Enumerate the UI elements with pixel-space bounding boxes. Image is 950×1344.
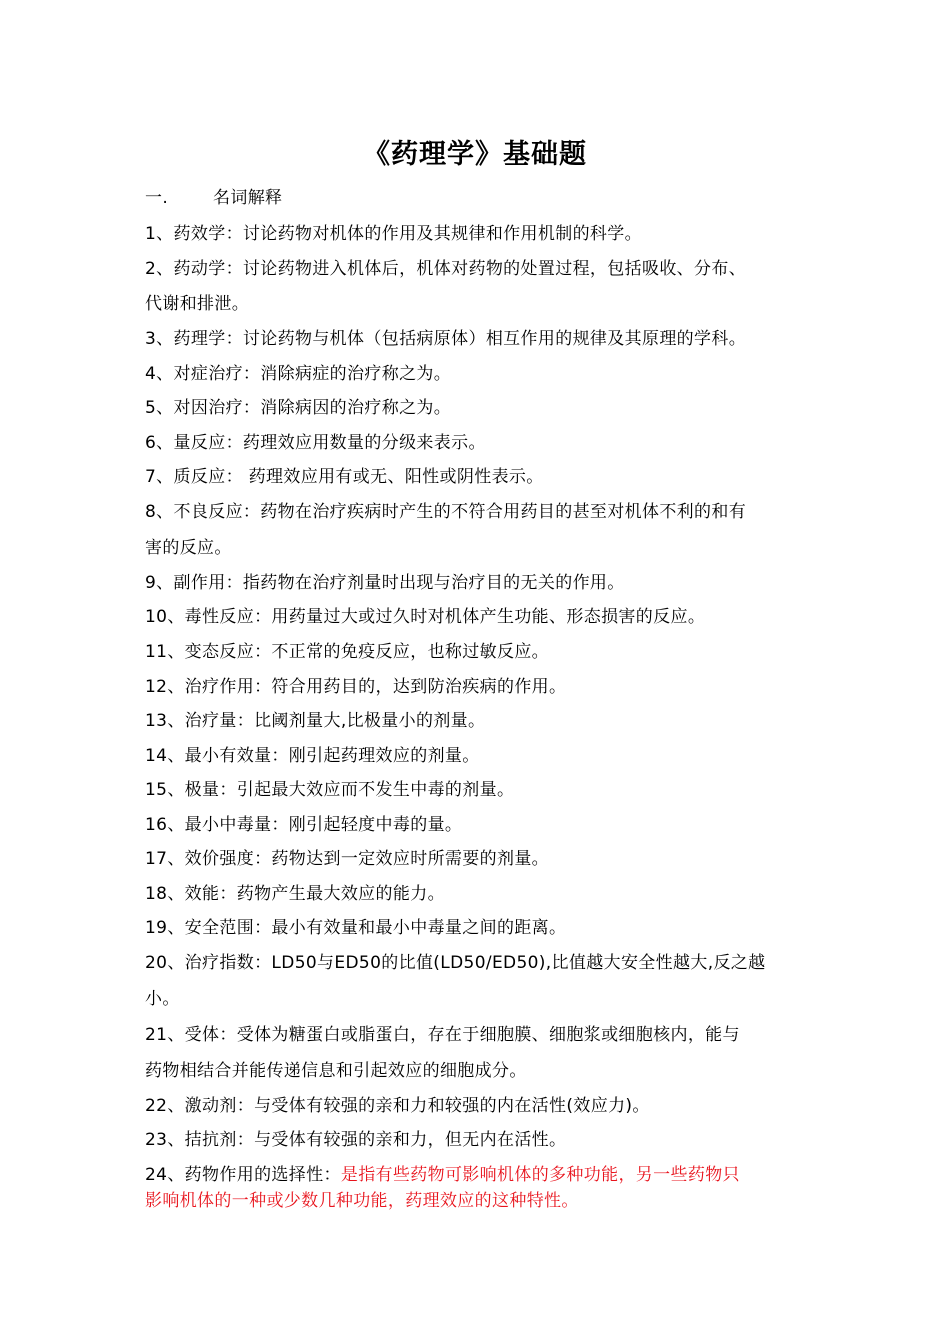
definition-line: 6、量反应：药理效应用数量的分级来表示。 xyxy=(145,433,486,453)
definition-line: 13、治疗量：比阈剂量大,比极量小的剂量。 xyxy=(145,711,486,731)
definition-line: 18、效能：药物产生最大效应的能力。 xyxy=(145,884,445,904)
definition-line: 5、对因治疗：消除病因的治疗称之为。 xyxy=(145,398,452,418)
definition-line-selectivity xyxy=(145,1163,810,1187)
document-title: 《药理学》基础题 xyxy=(363,139,587,170)
section-heading xyxy=(145,186,810,210)
definition-line: 23、拮抗剂：与受体有较强的亲和力，但无内在活性。 xyxy=(145,1130,567,1150)
definition-line: 8、不良反应：药物在治疗疾病时产生的不符合用药目的甚至对机体不利的和有 xyxy=(145,502,747,522)
definition-line: 15、极量：引起最大效应而不发生中毒的剂量。 xyxy=(145,780,515,800)
definition-line: 19、安全范围：最小有效量和最小中毒量之间的距离。 xyxy=(145,918,567,938)
definition-line: 7、质反应： 药理效应用有或无、阳性或阴性表示。 xyxy=(145,467,544,487)
definition-line: 4、对症治疗：消除病症的治疗称之为。 xyxy=(145,364,452,384)
definition-line: 9、副作用：指药物在治疗剂量时出现与治疗目的无关的作用。 xyxy=(145,573,625,593)
definition-line: 害的反应。 xyxy=(145,538,232,558)
definition-line: 20、治疗指数：LD50与ED50的比值(LD50/ED50),比值越大安全性越大,反之越 xyxy=(145,953,766,973)
definition-line: 17、效价强度：药物达到一定效应时所需要的剂量。 xyxy=(145,849,550,869)
definition-line: 小。 xyxy=(145,989,180,1009)
section-number: 一. xyxy=(145,188,169,208)
definition-line: 11、变态反应：不正常的免疫反应，也称过敏反应。 xyxy=(145,642,550,662)
selectivity-definition-continued: 影响机体的一种或少数几种功能，药理效应的这种特性。 xyxy=(145,1191,579,1211)
definition-line: 12、治疗作用：符合用药目的，达到防治疾病的作用。 xyxy=(145,677,567,697)
selectivity-definition: 是指有些药物可影响机体的多种功能，另一些药物只 xyxy=(340,1165,740,1185)
selectivity-term: 24、药物作用的选择性： xyxy=(145,1165,341,1185)
definition-line: 1、药效学：讨论药物对机体的作用及其规律和作用机制的科学。 xyxy=(145,224,642,244)
definition-line: 16、最小中毒量：刚引起轻度中毒的量。 xyxy=(145,815,463,835)
definition-line: 2、药动学：讨论药物进入机体后，机体对药物的处置过程，包括吸收、分布、 xyxy=(145,259,747,279)
definition-line: 21、受体：受体为糖蛋白或脂蛋白，存在于细胞膜、细胞浆或细胞核内，能与 xyxy=(145,1025,740,1045)
definition-line: 14、最小有效量：刚引起药理效应的剂量。 xyxy=(145,746,480,766)
definition-line: 代谢和排泄。 xyxy=(145,294,250,314)
definition-line: 10、毒性反应：用药量过大或过久时对机体产生功能、形态损害的反应。 xyxy=(145,607,706,627)
definition-line: 3、药理学：讨论药物与机体（包括病原体）相互作用的规律及其原理的学科。 xyxy=(145,329,747,349)
definition-line: 22、激动剂：与受体有较强的亲和力和较强的内在活性(效应力)。 xyxy=(145,1096,650,1116)
section-label: 名词解释 xyxy=(213,188,283,208)
definition-line: 药物相结合并能传递信息和引起效应的细胞成分。 xyxy=(145,1061,527,1081)
